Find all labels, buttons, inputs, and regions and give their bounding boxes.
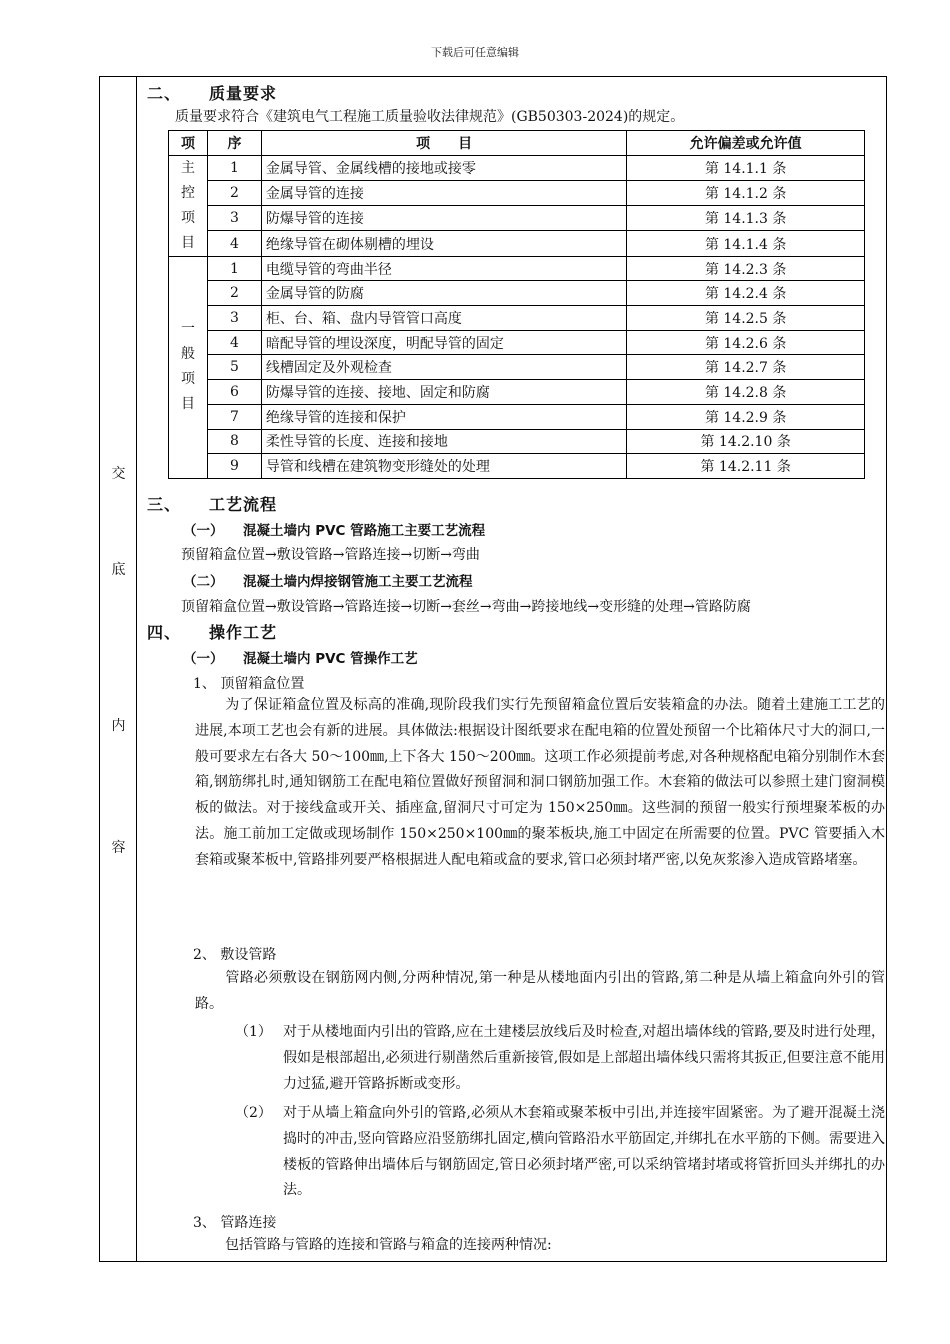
content-area [137,77,886,1261]
left-label-char: 内 [111,718,126,734]
step-text: 包括管路与管路的连接和管路与箱盒的连接两种情况: [225,1237,552,1253]
step-title: 3、 管路连接 [193,1215,277,1231]
table-row [169,306,865,331]
subsection-number: （一） [183,651,224,667]
row-item: 金属导管、金属线槽的接地或接零 [261,155,626,180]
table-row [169,206,865,231]
header-note: 下载后可任意编辑 [431,46,519,59]
row-no: 2 [207,180,261,205]
section-heading [147,492,277,515]
section-heading [147,81,277,104]
row-value: 第 14.1.4 条 [627,231,865,256]
general-group-cell [169,256,208,478]
table-row [169,180,865,205]
section-heading [147,620,277,643]
row-value: 第 14.2.10 条 [627,429,865,454]
section-title: 操作工艺 [209,623,278,642]
step-title: 2、 敷设管路 [193,947,277,963]
section-number: 二、 [147,84,182,103]
row-no: 2 [207,281,261,306]
row-value: 第 14.1.1 条 [627,155,865,180]
list-item-text: 对于从楼地面内引出的管路,应在土建楼层放线后及时检查,对超出墙体线的管路,要及时进行处理，假如是根部超出,必须进行剔凿然后重新接管,假如是上部超出墙体线只需将其扳正,但要注意不能用力过猛,避开管路拆断或变形。 [283,1024,885,1092]
subsection-heading [183,570,473,590]
row-no: 6 [207,380,261,405]
row-item: 金属导管的连接 [261,180,626,205]
table-row [169,330,865,355]
table-row [169,155,865,180]
row-no: 4 [207,330,261,355]
header-cell: 项 [169,131,208,156]
row-item: 柔性导管的长度、连接和接地 [261,429,626,454]
row-value: 第 14.2.5 条 [627,306,865,331]
quality-intro: 质量要求符合《建筑电气工程施工质量验收法律规范》(GB50303-2024)的规定。 [175,109,685,125]
row-no: 3 [207,206,261,231]
row-no: 4 [207,231,261,256]
row-item: 电缆导管的弯曲半径 [261,256,626,281]
row-value: 第 14.1.2 条 [627,180,865,205]
step-text: 为了保证箱盒位置及标高的准确,现阶段我们实行先预留箱盒位置后安装箱盒的办法。随着土建施工工艺的进展,本项工艺也会有新的进展。具体做法:根据设计图纸要求在配电箱的位置处预留一个比箱体尺寸大的洞口,一般可要求左右各大 50～100㎜,上下各大 150～200㎜。这项工作必须提前考虑,对各种规格配电箱分别制作木套箱,钢筋绑扎时,通知钢筋工在配电箱位置做好预留洞和洞口钢筋加强工作。木套箱的做法可以参照土建门窗洞模板的做法。对于接线盒或开关、插座盒,留洞尺寸可定为 150×250㎜。这些洞的预留一般实行预埋聚苯板的办法。施工前加工定做或现场制作 150×250×100㎜的聚苯板块,施工中固定在所需要的位置。PVC 管要插入木套箱或聚苯板中,管路排列要严格根据进人配电箱或盒的要求,管口必须封堵严密,以免灰浆渗入造成管路堵塞。 [195,697,885,868]
row-value: 第 14.2.11 条 [627,454,865,479]
row-value: 第 14.2.8 条 [627,380,865,405]
section-title: 工艺流程 [209,495,278,514]
main-control-group-cell [169,155,208,256]
left-label-char: 底 [111,562,126,578]
header-cell: 序 [207,131,261,156]
step-text: 管路必须敷设在钢筋网内侧,分两种情况,第一种是从楼地面内引出的管路,第二种是从墙上箱盒向外引的管路。 [195,970,885,1012]
header-cell: 允许偏差或允许值 [627,131,865,156]
row-value: 第 14.2.9 条 [627,404,865,429]
step-paragraph [195,1233,885,1259]
subsection-number: （一） [183,523,224,539]
process-flow: 预留箱盒位置→敷设管路→管路连接→切断→弯曲 [181,547,480,563]
subsection-heading [183,519,485,539]
table-row [169,454,865,479]
group-label: 主控项目 [180,159,195,251]
row-no: 3 [207,306,261,331]
row-no: 7 [207,404,261,429]
row-item: 绝缘导管的连接和保护 [261,404,626,429]
table-row [169,256,865,281]
list-item [235,1101,885,1204]
table-row [169,231,865,256]
header-cell: 项 目 [261,131,626,156]
quality-requirements-table [168,130,865,479]
subsection-title: 混凝土墙内焊接钢管施工主要工艺流程 [243,574,473,590]
list-item-text: 对于从墙上箱盒向外引的管路,必须从木套箱或聚苯板中引出,并连接牢固紧密。为了避开混凝土浇捣时的冲击,竖向管路应沿竖筋绑扎固定,横向管路沿水平筋固定,并绑扎在水平筋的下侧。需要进入楼板的管路伸出墙体后与钢筋固定,管日必须封堵严密,可以采纳管堵封堵或将管折回头并绑扎的办法。 [283,1105,885,1199]
row-value: 第 14.2.6 条 [627,330,865,355]
section-number: 四、 [147,623,182,642]
row-no: 9 [207,454,261,479]
row-item: 绝缘导管在砌体剔槽的埋设 [261,231,626,256]
row-item: 导管和线槽在建筑物变形缝处的处理 [261,454,626,479]
row-no: 8 [207,429,261,454]
list-item-tag: （2） [235,1105,272,1121]
section-number: 三、 [147,495,182,514]
row-no: 5 [207,355,261,380]
row-no: 1 [207,155,261,180]
subsection-title: 混凝土墙内 PVC 管操作工艺 [243,651,418,667]
row-item: 线槽固定及外观检查 [261,355,626,380]
step-paragraph [195,966,885,1018]
row-no: 1 [207,256,261,281]
row-item: 防爆导管的连接 [261,206,626,231]
row-item: 柜、台、箱、盘内导管管口高度 [261,306,626,331]
table-row [169,355,865,380]
row-item: 防爆导管的连接、接地、固定和防腐 [261,380,626,405]
subsection-title: 混凝土墙内 PVC 管路施工主要工艺流程 [243,523,486,539]
row-value: 第 14.1.3 条 [627,206,865,231]
list-item-tag: （1） [235,1024,272,1040]
subsection-number: （二） [183,574,224,590]
left-label-char: 交 [111,466,126,482]
row-item: 暗配导管的埋设深度，明配导管的固定 [261,330,626,355]
row-value: 第 14.2.4 条 [627,281,865,306]
process-flow: 顶留箱盒位置→敷设管路→管路连接→切断→套丝→弯曲→跨接地线→变形缝的处理→管路防腐 [181,599,751,615]
row-value: 第 14.2.3 条 [627,256,865,281]
table-row [169,404,865,429]
step-paragraph [195,693,885,874]
subsection-heading [183,647,418,667]
left-label-column [100,77,137,1261]
row-item: 金属导管的防腐 [261,281,626,306]
step-title: 1、 顶留箱盒位置 [193,676,305,692]
group-label: 一般项目 [180,321,195,413]
row-value: 第 14.2.7 条 [627,355,865,380]
section-title: 质量要求 [209,84,278,103]
table-row [169,380,865,405]
disclosure-frame [99,76,887,1262]
table-row [169,281,865,306]
table-row [169,429,865,454]
table-header-row [169,131,865,156]
list-item [235,1020,885,1097]
left-label-char: 容 [111,840,126,856]
